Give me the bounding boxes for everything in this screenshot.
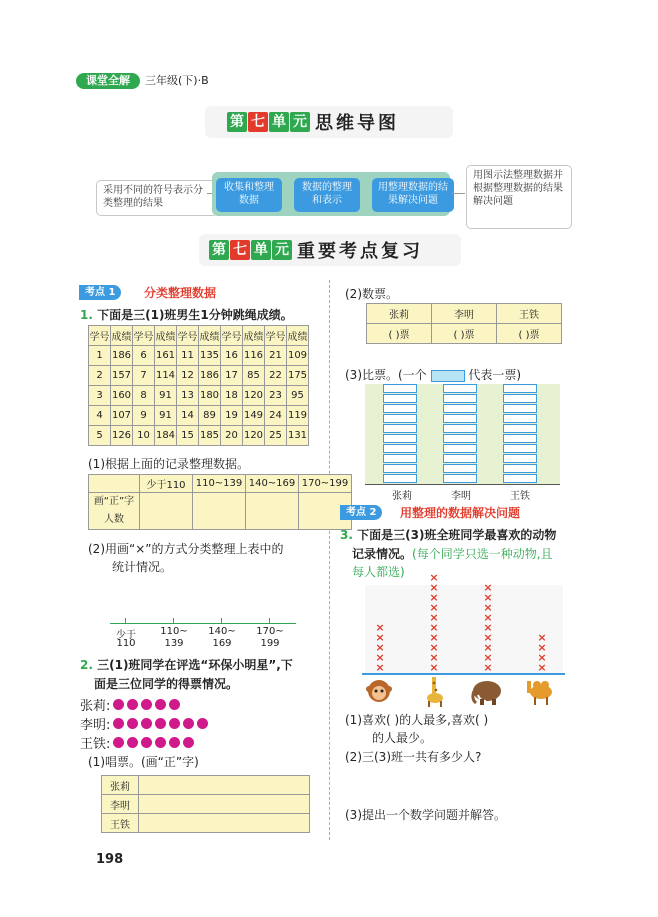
x-mark: × xyxy=(483,661,493,674)
bar-cell[interactable] xyxy=(503,454,537,463)
score-row xyxy=(89,426,309,446)
bar-cell[interactable] xyxy=(383,384,417,393)
score-header: 成绩 xyxy=(243,326,265,346)
bar-cell[interactable] xyxy=(443,454,477,463)
q2-sub1: (1)唱票。(画“正”字) xyxy=(88,755,199,769)
bar-cell[interactable] xyxy=(383,474,417,483)
tally-header: 少于110 xyxy=(140,475,193,493)
bar-cell[interactable] xyxy=(503,464,537,473)
x-mark: × xyxy=(483,641,493,654)
score-row xyxy=(89,386,309,406)
score-row xyxy=(89,406,309,426)
bar-cell[interactable] xyxy=(503,414,537,423)
score-cell: 3 xyxy=(89,386,111,406)
axis-label: 140~ xyxy=(208,626,236,637)
vote-dot xyxy=(141,699,152,710)
vote-dot xyxy=(155,699,166,710)
x-mark: × xyxy=(429,601,439,614)
score-cell: 2 xyxy=(89,366,111,386)
q2-stem-line2: 面是三位同学的得票情况。 xyxy=(94,677,239,691)
x-mark: × xyxy=(537,631,547,644)
x-mark: × xyxy=(483,621,493,634)
q1-text xyxy=(80,306,293,323)
kaodian-badge: 考点 2 xyxy=(340,505,382,520)
bar-cell[interactable] xyxy=(383,414,417,423)
score-cell: 1 xyxy=(89,346,111,366)
score-header: 成绩 xyxy=(199,326,221,346)
bar-cell[interactable] xyxy=(443,404,477,413)
kaodian-badge: 考点 1 xyxy=(79,285,121,300)
score-cell: 18 xyxy=(221,386,243,406)
q3-number: 3. xyxy=(340,528,353,542)
bar-cell[interactable] xyxy=(383,394,417,403)
q1-number: 1. xyxy=(80,308,93,322)
bar-cell[interactable] xyxy=(383,444,417,453)
giraffe-icon xyxy=(425,675,445,707)
axis-label: 139 xyxy=(164,638,184,649)
score-cell: 22 xyxy=(265,366,287,386)
bar-cell[interactable] xyxy=(503,444,537,453)
vote-dot xyxy=(155,737,166,748)
q3-sub2: (2)三(3)班一共有多少人? xyxy=(345,750,482,764)
bar-cell[interactable] xyxy=(503,424,537,433)
x-mark: × xyxy=(375,631,385,644)
brand-badge: 课堂全解 xyxy=(76,73,140,89)
sing-cell[interactable] xyxy=(139,814,310,833)
bar-name: 张莉 xyxy=(392,491,412,502)
q3-note: (每个同学只选一种动物,且 xyxy=(412,547,553,561)
tally-cell[interactable] xyxy=(246,493,299,530)
vote-dot xyxy=(141,718,152,729)
x-mark: × xyxy=(483,601,493,614)
q3-stem-line2 xyxy=(352,545,553,562)
score-cell: 135 xyxy=(199,346,221,366)
q3-note-line2: 每人都选) xyxy=(352,565,405,579)
x-mark: × xyxy=(429,571,439,584)
x-mark: × xyxy=(537,641,547,654)
kaodian-title: 用整理的数据解决问题 xyxy=(400,506,521,520)
x-mark: × xyxy=(483,581,493,594)
x-mark: × xyxy=(483,611,493,624)
q2-number: 2. xyxy=(80,658,93,672)
vote-dot xyxy=(183,718,194,729)
banner-box: 七 xyxy=(230,240,250,260)
axis-label: 少于 xyxy=(116,630,136,641)
score-cell: 17 xyxy=(221,366,243,386)
vote-dot xyxy=(127,718,138,729)
score-header: 成绩 xyxy=(155,326,177,346)
bar-name: 李明 xyxy=(451,491,471,502)
score-cell: 91 xyxy=(155,406,177,426)
q1-stem: 下面是三(1)班男生1分钟跳绳成绩。 xyxy=(97,308,293,322)
tally-corner xyxy=(89,475,140,493)
q2-text xyxy=(80,656,293,673)
x-mark: × xyxy=(429,621,439,634)
bar-cell[interactable] xyxy=(443,414,477,423)
vote-dot xyxy=(113,718,124,729)
x-mark: × xyxy=(375,661,385,674)
score-cell: 7 xyxy=(133,366,155,386)
banner-box: 单 xyxy=(269,112,289,132)
banner-box: 元 xyxy=(290,112,310,132)
score-cell: 175 xyxy=(287,366,309,386)
q3-sub3: (3)提出一个数学问题并解答。 xyxy=(345,808,506,822)
bar-cell[interactable] xyxy=(383,404,417,413)
banner-title: 重要考点复习 xyxy=(297,241,423,262)
x-mark: × xyxy=(537,651,547,664)
score-cell: 12 xyxy=(177,366,199,386)
q3-sub1b: 的人最少。 xyxy=(372,731,433,745)
bar-cell[interactable] xyxy=(443,384,477,393)
score-cell: 14 xyxy=(177,406,199,426)
score-cell: 85 xyxy=(243,366,265,386)
vote-dot xyxy=(197,718,208,729)
sing-name: 王铁 xyxy=(102,814,139,833)
mindmap-node: 用整理数据的结果解决问题 xyxy=(372,178,454,212)
vote-dot xyxy=(127,737,138,748)
bar-cell[interactable] xyxy=(443,434,477,443)
banner-mindmap xyxy=(205,106,453,138)
mammoth-icon xyxy=(470,677,506,705)
score-cell: 185 xyxy=(199,426,221,446)
bar-cell[interactable] xyxy=(503,404,537,413)
score-header: 学号 xyxy=(265,326,287,346)
count-table xyxy=(366,303,562,344)
mindmap-node: 数据的整理和表示 xyxy=(294,178,360,212)
bar-cell[interactable] xyxy=(503,434,537,443)
vote-dot xyxy=(141,737,152,748)
score-cell: 24 xyxy=(265,406,287,426)
bar-cell[interactable] xyxy=(443,464,477,473)
score-cell: 107 xyxy=(111,406,133,426)
q3-text xyxy=(340,526,556,543)
page-number: 198 xyxy=(96,852,124,867)
axis-tick xyxy=(221,618,222,623)
count-blank[interactable]: ( )票 xyxy=(432,324,497,344)
vote-row xyxy=(80,695,183,714)
score-header: 学号 xyxy=(177,326,199,346)
score-cell: 95 xyxy=(287,386,309,406)
score-cell: 116 xyxy=(243,346,265,366)
x-mark: × xyxy=(375,651,385,664)
q2-sub3 xyxy=(345,366,521,383)
score-header: 学号 xyxy=(221,326,243,346)
score-cell: 120 xyxy=(243,426,265,446)
sing-table xyxy=(101,775,310,833)
bar-cell[interactable] xyxy=(503,474,537,483)
x-mark: × xyxy=(429,661,439,674)
score-header: 学号 xyxy=(133,326,155,346)
score-cell: 149 xyxy=(243,406,265,426)
count-name: 李明 xyxy=(432,304,497,324)
count-label: 人数 xyxy=(104,514,124,525)
score-cell: 186 xyxy=(111,346,133,366)
bar-baseline xyxy=(365,484,560,485)
score-cell: 4 xyxy=(89,406,111,426)
score-header: 学号 xyxy=(89,326,111,346)
banner-review xyxy=(199,234,461,266)
axis-tick xyxy=(125,618,126,623)
camel-icon xyxy=(524,677,556,705)
score-cell: 180 xyxy=(199,386,221,406)
vote-name: 李明: xyxy=(80,718,111,733)
q2-sub2: (2)数票。 xyxy=(345,287,398,301)
count-blank[interactable]: ( )票 xyxy=(497,324,562,344)
score-cell: 157 xyxy=(111,366,133,386)
score-cell: 161 xyxy=(155,346,177,366)
score-row xyxy=(89,366,309,386)
bar-cell[interactable] xyxy=(383,434,417,443)
tally-table xyxy=(88,474,352,530)
x-mark: × xyxy=(483,631,493,644)
score-cell: 120 xyxy=(243,386,265,406)
count-name: 王铁 xyxy=(497,304,562,324)
mindmap-node: 收集和整理数据 xyxy=(216,178,282,212)
score-cell: 119 xyxy=(287,406,309,426)
tally-header: 110~139 xyxy=(193,475,246,493)
bar-cell[interactable] xyxy=(443,394,477,403)
x-mark: × xyxy=(429,611,439,624)
tally-cell[interactable] xyxy=(140,493,193,530)
axis-line xyxy=(110,623,296,624)
x-mark: × xyxy=(375,641,385,654)
vote-dot xyxy=(113,737,124,748)
count-name: 张莉 xyxy=(367,304,432,324)
score-cell: 5 xyxy=(89,426,111,446)
score-cell: 184 xyxy=(155,426,177,446)
x-mark: × xyxy=(429,641,439,654)
score-cell: 13 xyxy=(177,386,199,406)
bar-cell[interactable] xyxy=(383,454,417,463)
bar-cell[interactable] xyxy=(503,384,537,393)
bar-cell[interactable] xyxy=(443,444,477,453)
score-header-row xyxy=(89,326,309,346)
q3-stem-text: 记录情况。 xyxy=(352,547,413,561)
vote-row xyxy=(80,714,211,733)
q3-sub1a: (1)喜欢( )的人最多,喜欢( ) xyxy=(345,713,489,727)
q2-sub3-text: (3)比票。(一个 xyxy=(345,368,427,382)
vote-dot xyxy=(169,699,180,710)
x-chart-bg xyxy=(365,581,563,675)
vote-dot xyxy=(169,737,180,748)
score-header: 成绩 xyxy=(287,326,309,346)
axis-tick xyxy=(173,618,174,623)
score-cell: 160 xyxy=(111,386,133,406)
bar-cell[interactable] xyxy=(383,424,417,433)
banner-box: 第 xyxy=(209,240,229,260)
x-mark: × xyxy=(429,631,439,644)
axis-label: 110 xyxy=(116,638,136,649)
score-cell: 8 xyxy=(133,386,155,406)
score-cell: 21 xyxy=(265,346,287,366)
vote-dot xyxy=(155,718,166,729)
x-chart-baseline xyxy=(362,673,565,675)
score-cell: 114 xyxy=(155,366,177,386)
score-cell: 9 xyxy=(133,406,155,426)
banner-box: 单 xyxy=(251,240,271,260)
banner-box: 第 xyxy=(227,112,247,132)
score-cell: 16 xyxy=(221,346,243,366)
bar-cell[interactable] xyxy=(503,394,537,403)
score-cell: 10 xyxy=(133,426,155,446)
score-cell: 25 xyxy=(265,426,287,446)
q2-stem: 三(1)班同学在评选“环保小明星”,下 xyxy=(97,658,293,672)
axis-label: 199 xyxy=(260,638,280,649)
banner-box: 元 xyxy=(272,240,292,260)
vote-row xyxy=(80,733,197,752)
bar-cell[interactable] xyxy=(443,474,477,483)
x-mark: × xyxy=(537,661,547,674)
score-cell: 6 xyxy=(133,346,155,366)
score-cell: 23 xyxy=(265,386,287,406)
vote-dot xyxy=(127,699,138,710)
bar-cell[interactable] xyxy=(383,464,417,473)
tally-header: 170~199 xyxy=(299,475,352,493)
x-mark: × xyxy=(429,591,439,604)
score-cell: 19 xyxy=(221,406,243,426)
vote-name: 张莉: xyxy=(80,699,111,714)
score-table xyxy=(88,325,309,446)
axis-label: 170~ xyxy=(256,626,284,637)
x-mark: × xyxy=(429,581,439,594)
bar-name: 王铁 xyxy=(510,491,530,502)
count-blank[interactable]: ( )票 xyxy=(367,324,432,344)
vote-dot xyxy=(183,737,194,748)
axis-label: 169 xyxy=(212,638,232,649)
x-mark: × xyxy=(375,621,385,634)
banner-title: 思维导图 xyxy=(315,113,399,134)
mindmap-right: 用图示法整理数据并根据整理数据的结果解决问题 xyxy=(466,165,572,229)
tally-header: 140~169 xyxy=(246,475,299,493)
q1-sub2a: (2)用画“×”的方式分类整理上表中的 xyxy=(88,542,284,556)
axis-tick xyxy=(269,618,270,623)
connector xyxy=(451,193,465,194)
sing-cell[interactable] xyxy=(139,795,310,814)
score-cell: 20 xyxy=(221,426,243,446)
q2-sub3-text: 代表一票) xyxy=(468,368,522,382)
score-cell: 89 xyxy=(199,406,221,426)
banner-box: 七 xyxy=(248,112,268,132)
score-cell: 91 xyxy=(155,386,177,406)
x-mark: × xyxy=(483,591,493,604)
tally-cell[interactable] xyxy=(193,493,246,530)
x-mark: × xyxy=(429,651,439,664)
sing-cell[interactable] xyxy=(139,776,310,795)
axis-label: 110~ xyxy=(160,626,188,637)
score-cell: 131 xyxy=(287,426,309,446)
score-cell: 11 xyxy=(177,346,199,366)
mindmap-left: 采用不同的符号表示分类整理的结果 xyxy=(96,180,218,216)
x-mark: × xyxy=(483,651,493,664)
vote-dot xyxy=(113,699,124,710)
tally-row-label xyxy=(89,493,140,530)
vote-dot xyxy=(169,718,180,729)
tally-label: 画“正”字 xyxy=(93,496,135,507)
score-cell: 109 xyxy=(287,346,309,366)
sing-name: 张莉 xyxy=(102,776,139,795)
score-cell: 126 xyxy=(111,426,133,446)
q1-sub2b: 统计情况。 xyxy=(112,560,173,574)
vote-name: 王铁: xyxy=(80,737,111,752)
q1-sub1: (1)根据上面的记录整理数据。 xyxy=(88,457,249,471)
column-divider xyxy=(329,280,330,840)
score-cell: 186 xyxy=(199,366,221,386)
bar-cell[interactable] xyxy=(443,424,477,433)
legend-box xyxy=(431,370,465,382)
score-header: 成绩 xyxy=(111,326,133,346)
q3-stem: 下面是三(3)班全班同学最喜欢的动物 xyxy=(357,528,557,542)
sing-name: 李明 xyxy=(102,795,139,814)
kaodian-title: 分类整理数据 xyxy=(144,286,217,300)
monkey-icon xyxy=(366,677,392,705)
grade-label: 三年级(下)·B xyxy=(145,74,209,87)
score-cell: 15 xyxy=(177,426,199,446)
score-row xyxy=(89,346,309,366)
